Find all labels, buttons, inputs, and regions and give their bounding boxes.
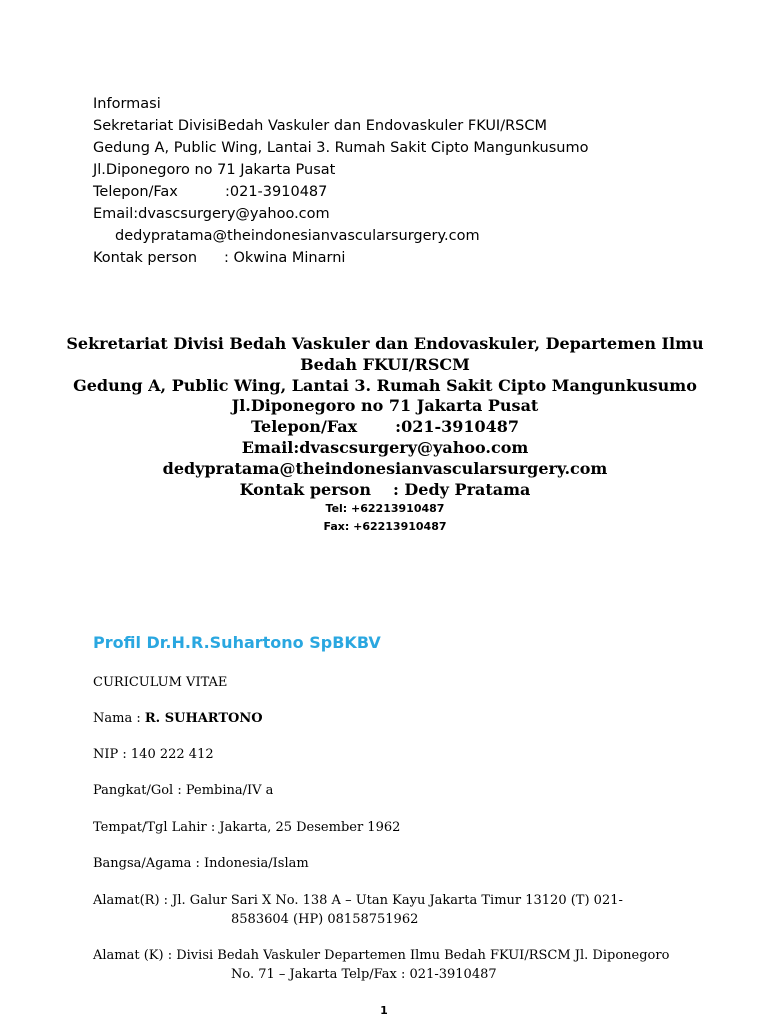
secretariat-phone [60, 417, 710, 438]
cv-address-work [93, 946, 693, 984]
cv-name-line [93, 709, 693, 728]
info-phone-value: :021-3910487 [225, 184, 328, 200]
cv-rank [93, 781, 693, 800]
secretariat-email: Email:dvascsurgery@yahoo.com [241, 437, 529, 457]
info-secretariat: Sekretariat DivisiBedah Vaskuler dan Endovaskuler FKUI/RSCM [93, 118, 548, 134]
secretariat-phone-value: :021-3910487 [395, 417, 520, 437]
page-number: 1 [380, 1004, 388, 1017]
secretariat-fax: Fax: +62213910487 [323, 520, 447, 534]
secretariat-tel: Tel: +62213910487 [325, 502, 445, 516]
info-email: Email:dvascsurgery@yahoo.com [93, 206, 330, 222]
cv-address-home-1: Alamat(R) : Jl. Galur Sari X No. 138 A – Utan Kayu Jakarta Timur 13120 (T) 021- [93, 893, 623, 908]
secretariat-building: Gedung A, Public Wing, Lantai 3. Rumah Sakit Cipto Mangunkusumo [73, 375, 697, 395]
secretariat-contact-label: Kontak person [239, 479, 371, 499]
cv-birth [93, 818, 693, 837]
cv-name [93, 709, 693, 728]
info-contact [93, 247, 733, 269]
secretariat-contact-value: : Dedy Pratama [392, 479, 531, 499]
cv-address-home-2: 8583604 (HP) 08158751962 [231, 912, 419, 927]
info-contact-value: : Okwina Minarni [224, 250, 346, 266]
profile-title: Profil Dr.H.R.Suhartono SpBKBV [93, 633, 381, 652]
cv-birth-text: Tempat/Tgl Lahir : Jakarta, 25 Desember 1962 [93, 820, 401, 835]
secretariat-street: Jl.Diponegoro no 71 Jakarta Pusat [231, 396, 539, 416]
cv-address-work-2: No. 71 – Jakarta Telp/Fax : 021-3910487 [231, 967, 497, 982]
info-contact-label: Kontak person [93, 250, 198, 266]
secretariat-line-2: Bedah FKUI/RSCM [300, 354, 470, 374]
cv-rank-text: Pangkat/Gol : Pembina/IV a [93, 783, 274, 798]
secretariat-line-1: Sekretariat Divisi Bedah Vaskuler dan Endovaskuler, Departemen Ilmu [66, 334, 704, 353]
info-street: Jl.Diponegoro no 71 Jakarta Pusat [93, 162, 336, 178]
info-email-alt: dedypratama@theindonesianvascularsurgery.com [115, 228, 480, 244]
info-phone-label: Telepon/Fax [93, 184, 178, 200]
cv-name-label: Nama : [93, 711, 145, 726]
secretariat-block [60, 334, 710, 536]
cv-nation [93, 854, 693, 873]
cv-name-value: R. SUHARTONO [144, 711, 263, 726]
info-block [93, 93, 733, 269]
cv-heading-text: CURICULUM VITAE [93, 675, 228, 690]
secretariat-contact [60, 480, 710, 501]
cv-nip-text: NIP : 140 222 412 [93, 747, 214, 762]
cv-address-work-1: Alamat (K) : Divisi Bedah Vaskuler Departemen Ilmu Bedah FKUI/RSCM Jl. Diponegoro [93, 948, 670, 963]
secretariat-phone-label: Telepon/Fax [250, 417, 358, 437]
info-heading: Informasi [93, 96, 161, 112]
cv-address-home [93, 891, 693, 929]
cv-heading [93, 673, 693, 692]
cv-nation-text: Bangsa/Agama : Indonesia/Islam [93, 856, 309, 871]
info-phone [93, 181, 733, 203]
secretariat-email-alt: dedypratama@theindonesianvascularsurgery.com [162, 458, 608, 478]
info-building: Gedung A, Public Wing, Lantai 3. Rumah Sakit Cipto Mangunkusumo [93, 140, 589, 156]
cv-nip [93, 745, 693, 764]
